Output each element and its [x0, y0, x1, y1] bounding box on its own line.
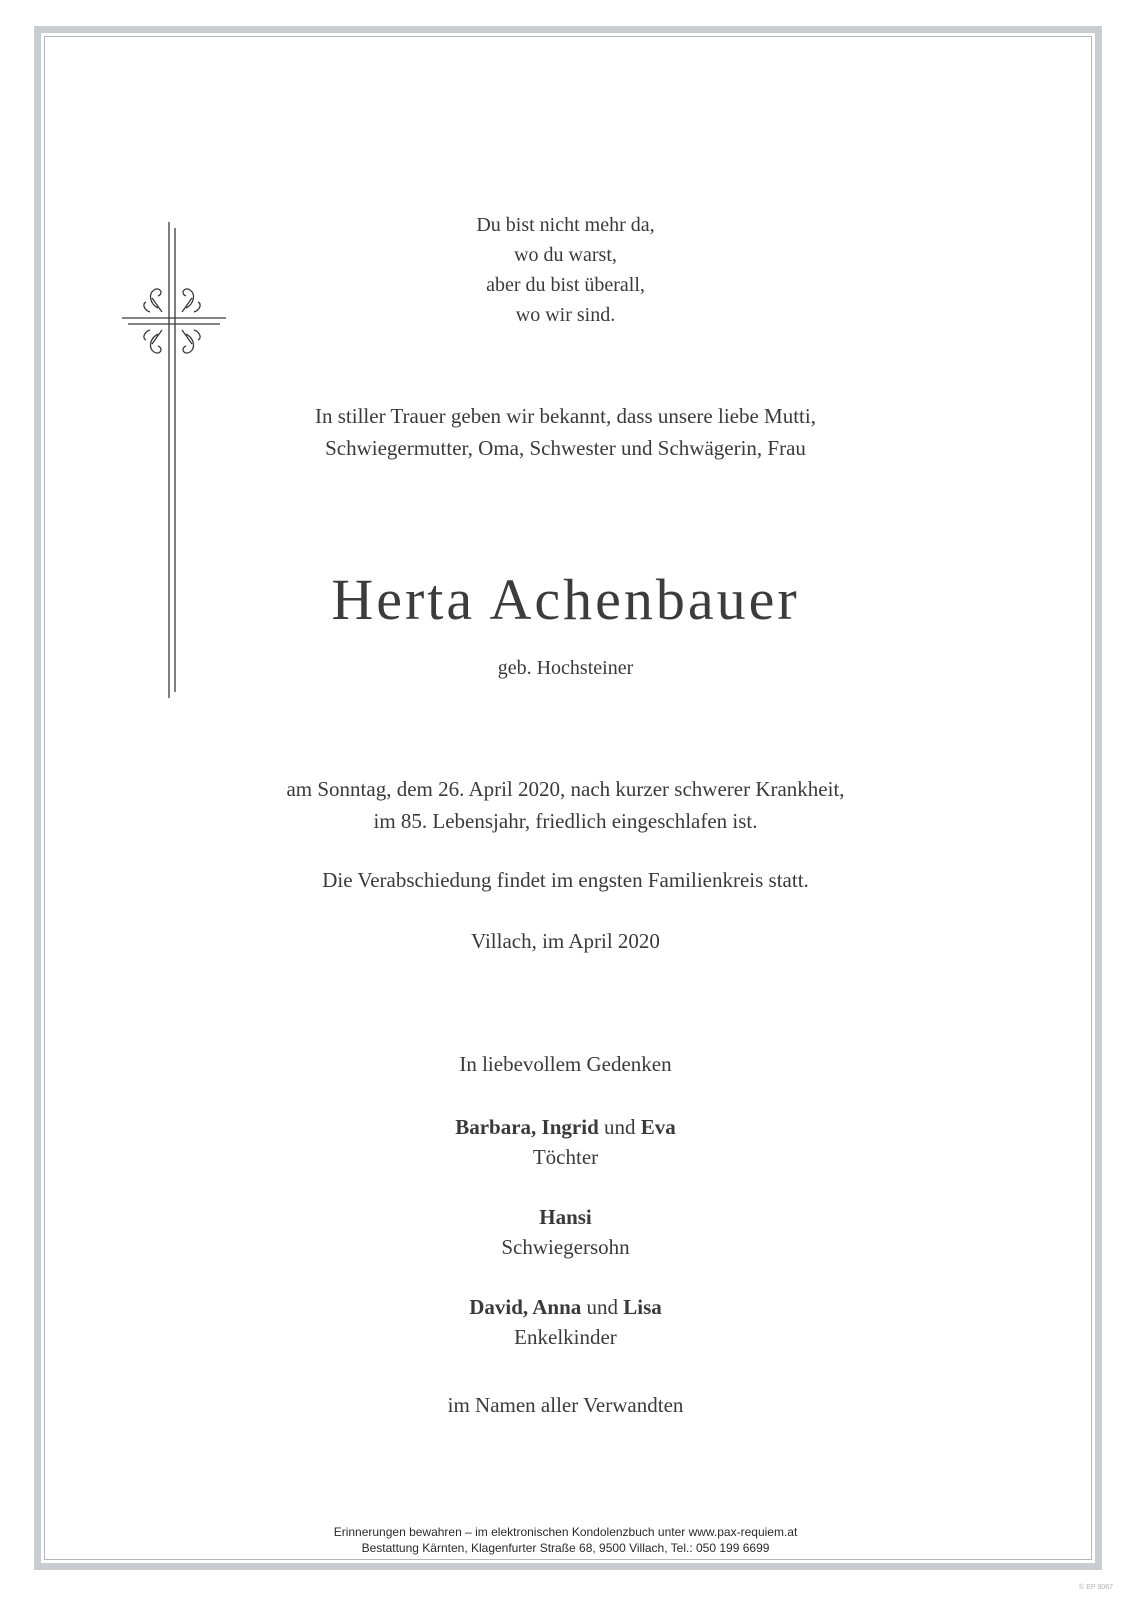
mourner-group: [0, 1112, 1131, 1172]
quote-line: wo du warst,: [514, 244, 617, 266]
quote-line: aber du bist überall,: [486, 274, 645, 296]
intro-line: Schwiegermutter, Oma, Schwester und Schwägerin, Frau: [325, 436, 806, 460]
mourner-role: Enkelkinder: [514, 1325, 617, 1349]
mourner-role: Schwiegersohn: [501, 1235, 630, 1259]
quote-verse: [0, 210, 1131, 330]
deceased-name: Herta Achenbauer: [331, 567, 800, 632]
announcement-intro: [0, 400, 1131, 464]
death-notice-line: im 85. Lebensjahr, friedlich eingeschlafen ist.: [373, 809, 758, 833]
mourner-names: Barbara, Ingrid und Eva: [455, 1115, 676, 1139]
mourner-group: [0, 1202, 1131, 1262]
print-code: © EP 9067: [1079, 1584, 1113, 1591]
mourners-list: [0, 1112, 1131, 1382]
intro-line: In stiller Trauer geben wir bekannt, dass unsere liebe Mutti,: [315, 404, 816, 428]
footer-line: Bestattung Kärnten, Klagenfurter Straße 68, 9500 Villach, Tel.: 050 199 6699: [361, 1541, 770, 1555]
mourner-names: Hansi: [539, 1205, 592, 1229]
footer: [0, 1524, 1131, 1556]
death-notice-line: am Sonntag, dem 26. April 2020, nach kurzer schwerer Krankheit,: [286, 777, 845, 801]
memory-line: In liebevollem Gedenken: [459, 1052, 672, 1076]
footer-line: Erinnerungen bewahren – im elektronischen Kondolenzbuch unter www.pax-requiem.at: [333, 1525, 798, 1539]
maiden-name: geb. Hochsteiner: [497, 657, 634, 679]
mourner-group: [0, 1292, 1131, 1352]
mourner-role: Töchter: [532, 1145, 599, 1169]
quote-line: Du bist nicht mehr da,: [476, 214, 655, 236]
death-notice: [0, 773, 1131, 837]
farewell-notice: Die Verabschiedung findet im engsten Familienkreis statt.: [322, 868, 809, 892]
closing-line: im Namen aller Verwandten: [447, 1393, 684, 1417]
quote-line: wo wir sind.: [515, 304, 616, 326]
place-date: Villach, im April 2020: [471, 929, 660, 953]
mourner-names: David, Anna und Lisa: [469, 1295, 662, 1319]
